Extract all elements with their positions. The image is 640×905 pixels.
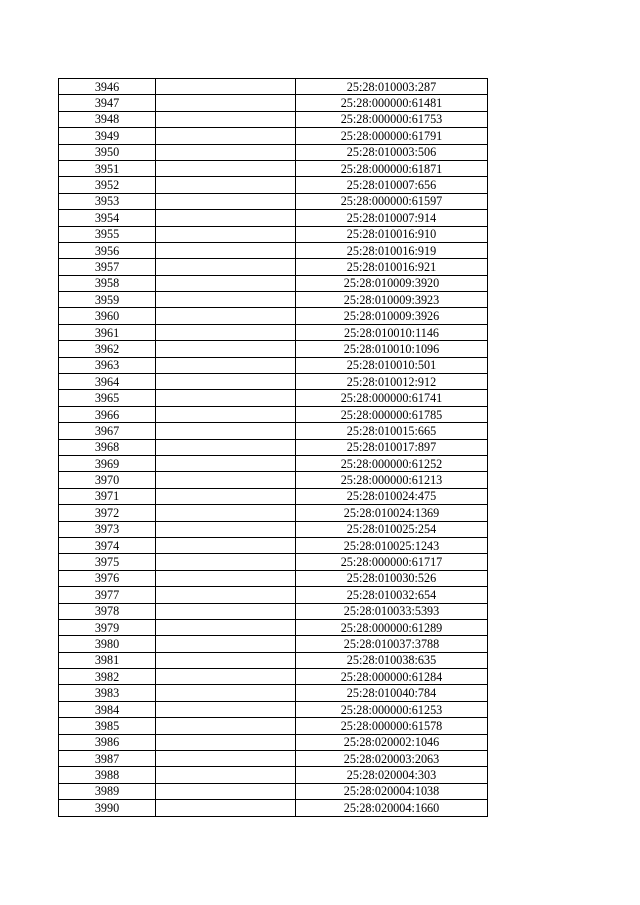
row-number-cell: 3958 <box>59 275 156 291</box>
cadastral-number-cell: 25:28:000000:61481 <box>296 95 488 111</box>
blank-cell <box>156 587 296 603</box>
cadastral-number-cell: 25:28:010016:910 <box>296 226 488 242</box>
cadastral-number-cell: 25:28:010010:1096 <box>296 341 488 357</box>
table-row <box>59 324 488 340</box>
row-number-cell: 3950 <box>59 144 156 160</box>
row-number-cell: 3981 <box>59 652 156 668</box>
blank-cell <box>156 390 296 406</box>
table-row <box>59 128 488 144</box>
row-number-cell: 3955 <box>59 226 156 242</box>
blank-cell <box>156 455 296 471</box>
table-row <box>59 390 488 406</box>
row-number-cell: 3954 <box>59 210 156 226</box>
table-row <box>59 669 488 685</box>
table-row <box>59 144 488 160</box>
cadastral-number-cell: 25:28:010032:654 <box>296 587 488 603</box>
cadastral-number-cell: 25:28:010012:912 <box>296 374 488 390</box>
blank-cell <box>156 259 296 275</box>
blank-cell <box>156 505 296 521</box>
table-row <box>59 423 488 439</box>
blank-cell <box>156 357 296 373</box>
cadastral-number-cell: 25:28:020002:1046 <box>296 734 488 750</box>
table-row <box>59 521 488 537</box>
blank-cell <box>156 341 296 357</box>
row-number-cell: 3967 <box>59 423 156 439</box>
table-row <box>59 341 488 357</box>
row-number-cell: 3956 <box>59 242 156 258</box>
cadastral-number-cell: 25:28:000000:61213 <box>296 472 488 488</box>
table-row <box>59 357 488 373</box>
blank-cell <box>156 472 296 488</box>
cadastral-number-cell: 25:28:000000:61253 <box>296 701 488 717</box>
row-number-cell: 3983 <box>59 685 156 701</box>
blank-cell <box>156 79 296 95</box>
row-number-cell: 3989 <box>59 783 156 799</box>
blank-cell <box>156 669 296 685</box>
blank-cell <box>156 324 296 340</box>
row-number-cell: 3959 <box>59 292 156 308</box>
table-row <box>59 652 488 668</box>
table-row <box>59 488 488 504</box>
blank-cell <box>156 144 296 160</box>
cadastral-number-cell: 25:28:010024:1369 <box>296 505 488 521</box>
row-number-cell: 3982 <box>59 669 156 685</box>
cadastral-number-cell: 25:28:000000:61252 <box>296 455 488 471</box>
row-number-cell: 3970 <box>59 472 156 488</box>
blank-cell <box>156 95 296 111</box>
table-row <box>59 177 488 193</box>
cadastral-number-cell: 25:28:010025:254 <box>296 521 488 537</box>
row-number-cell: 3966 <box>59 406 156 422</box>
blank-cell <box>156 718 296 734</box>
table-row <box>59 537 488 553</box>
row-number-cell: 3974 <box>59 537 156 553</box>
row-number-cell: 3979 <box>59 619 156 635</box>
blank-cell <box>156 570 296 586</box>
table-row <box>59 193 488 209</box>
blank-cell <box>156 767 296 783</box>
table-row <box>59 783 488 799</box>
registry-table <box>58 78 488 817</box>
cadastral-number-cell: 25:28:000000:61753 <box>296 111 488 127</box>
cadastral-number-cell: 25:28:010038:635 <box>296 652 488 668</box>
cadastral-number-cell: 25:28:010009:3920 <box>296 275 488 291</box>
blank-cell <box>156 488 296 504</box>
table-row <box>59 79 488 95</box>
cadastral-number-cell: 25:28:000000:61791 <box>296 128 488 144</box>
cadastral-number-cell: 25:28:010017:897 <box>296 439 488 455</box>
cadastral-number-cell: 25:28:000000:61578 <box>296 718 488 734</box>
cadastral-number-cell: 25:28:010037:3788 <box>296 636 488 652</box>
table-row <box>59 406 488 422</box>
blank-cell <box>156 111 296 127</box>
row-number-cell: 3952 <box>59 177 156 193</box>
table-row <box>59 439 488 455</box>
blank-cell <box>156 308 296 324</box>
blank-cell <box>156 603 296 619</box>
blank-cell <box>156 242 296 258</box>
cadastral-number-cell: 25:28:010016:919 <box>296 242 488 258</box>
cadastral-number-cell: 25:28:000000:61785 <box>296 406 488 422</box>
row-number-cell: 3977 <box>59 587 156 603</box>
cadastral-number-cell: 25:28:010016:921 <box>296 259 488 275</box>
blank-cell <box>156 292 296 308</box>
blank-cell <box>156 128 296 144</box>
table-row <box>59 472 488 488</box>
cadastral-number-cell: 25:28:020004:1660 <box>296 800 488 816</box>
row-number-cell: 3946 <box>59 79 156 95</box>
cadastral-number-cell: 25:28:010007:656 <box>296 177 488 193</box>
row-number-cell: 3965 <box>59 390 156 406</box>
table-row <box>59 292 488 308</box>
table-row <box>59 751 488 767</box>
row-number-cell: 3984 <box>59 701 156 717</box>
cadastral-number-cell: 25:28:010010:1146 <box>296 324 488 340</box>
table-row <box>59 701 488 717</box>
cadastral-number-cell: 25:28:000000:61717 <box>296 554 488 570</box>
table-row <box>59 226 488 242</box>
blank-cell <box>156 439 296 455</box>
blank-cell <box>156 374 296 390</box>
row-number-cell: 3948 <box>59 111 156 127</box>
cadastral-number-cell: 25:28:020003:2063 <box>296 751 488 767</box>
blank-cell <box>156 193 296 209</box>
cadastral-number-cell: 25:28:010024:475 <box>296 488 488 504</box>
table-row <box>59 718 488 734</box>
blank-cell <box>156 800 296 816</box>
table-row <box>59 587 488 603</box>
table-row <box>59 275 488 291</box>
blank-cell <box>156 537 296 553</box>
table-row <box>59 259 488 275</box>
cadastral-number-cell: 25:28:010003:287 <box>296 79 488 95</box>
table-row <box>59 160 488 176</box>
blank-cell <box>156 636 296 652</box>
row-number-cell: 3963 <box>59 357 156 373</box>
table-row <box>59 636 488 652</box>
row-number-cell: 3973 <box>59 521 156 537</box>
cadastral-number-cell: 25:28:010025:1243 <box>296 537 488 553</box>
row-number-cell: 3951 <box>59 160 156 176</box>
blank-cell <box>156 423 296 439</box>
row-number-cell: 3968 <box>59 439 156 455</box>
blank-cell <box>156 177 296 193</box>
blank-cell <box>156 701 296 717</box>
cadastral-number-cell: 25:28:010030:526 <box>296 570 488 586</box>
cadastral-number-cell: 25:28:010010:501 <box>296 357 488 373</box>
row-number-cell: 3964 <box>59 374 156 390</box>
row-number-cell: 3978 <box>59 603 156 619</box>
cadastral-number-cell: 25:28:000000:61289 <box>296 619 488 635</box>
row-number-cell: 3961 <box>59 324 156 340</box>
table-row <box>59 685 488 701</box>
cadastral-number-cell: 25:28:000000:61741 <box>296 390 488 406</box>
cadastral-number-cell: 25:28:010009:3926 <box>296 308 488 324</box>
row-number-cell: 3953 <box>59 193 156 209</box>
row-number-cell: 3971 <box>59 488 156 504</box>
table-row <box>59 455 488 471</box>
cadastral-number-cell: 25:28:000000:61597 <box>296 193 488 209</box>
cadastral-number-cell: 25:28:010007:914 <box>296 210 488 226</box>
row-number-cell: 3957 <box>59 259 156 275</box>
table-row <box>59 800 488 816</box>
blank-cell <box>156 685 296 701</box>
row-number-cell: 3976 <box>59 570 156 586</box>
blank-cell <box>156 226 296 242</box>
blank-cell <box>156 275 296 291</box>
table-row <box>59 570 488 586</box>
row-number-cell: 3960 <box>59 308 156 324</box>
table-row <box>59 767 488 783</box>
cadastral-number-cell: 25:28:000000:61871 <box>296 160 488 176</box>
blank-cell <box>156 160 296 176</box>
blank-cell <box>156 652 296 668</box>
table-row <box>59 603 488 619</box>
cadastral-number-cell: 25:28:020004:1038 <box>296 783 488 799</box>
cadastral-number-cell: 25:28:020004:303 <box>296 767 488 783</box>
cadastral-number-cell: 25:28:010033:5393 <box>296 603 488 619</box>
blank-cell <box>156 210 296 226</box>
table-row <box>59 619 488 635</box>
cadastral-number-cell: 25:28:010015:665 <box>296 423 488 439</box>
cadastral-number-cell: 25:28:000000:61284 <box>296 669 488 685</box>
table-row <box>59 210 488 226</box>
table-row <box>59 111 488 127</box>
row-number-cell: 3947 <box>59 95 156 111</box>
row-number-cell: 3962 <box>59 341 156 357</box>
row-number-cell: 3988 <box>59 767 156 783</box>
row-number-cell: 3990 <box>59 800 156 816</box>
table-row <box>59 308 488 324</box>
table-row <box>59 554 488 570</box>
blank-cell <box>156 734 296 750</box>
table-row <box>59 505 488 521</box>
row-number-cell: 3975 <box>59 554 156 570</box>
cadastral-number-cell: 25:28:010040:784 <box>296 685 488 701</box>
row-number-cell: 3972 <box>59 505 156 521</box>
cadastral-number-cell: 25:28:010003:506 <box>296 144 488 160</box>
row-number-cell: 3969 <box>59 455 156 471</box>
row-number-cell: 3985 <box>59 718 156 734</box>
blank-cell <box>156 783 296 799</box>
row-number-cell: 3980 <box>59 636 156 652</box>
blank-cell <box>156 751 296 767</box>
registry-table-body <box>59 79 488 817</box>
row-number-cell: 3986 <box>59 734 156 750</box>
row-number-cell: 3949 <box>59 128 156 144</box>
blank-cell <box>156 521 296 537</box>
blank-cell <box>156 554 296 570</box>
row-number-cell: 3987 <box>59 751 156 767</box>
cadastral-number-cell: 25:28:010009:3923 <box>296 292 488 308</box>
table-row <box>59 95 488 111</box>
table-row <box>59 374 488 390</box>
table-row <box>59 734 488 750</box>
blank-cell <box>156 406 296 422</box>
blank-cell <box>156 619 296 635</box>
table-row <box>59 242 488 258</box>
